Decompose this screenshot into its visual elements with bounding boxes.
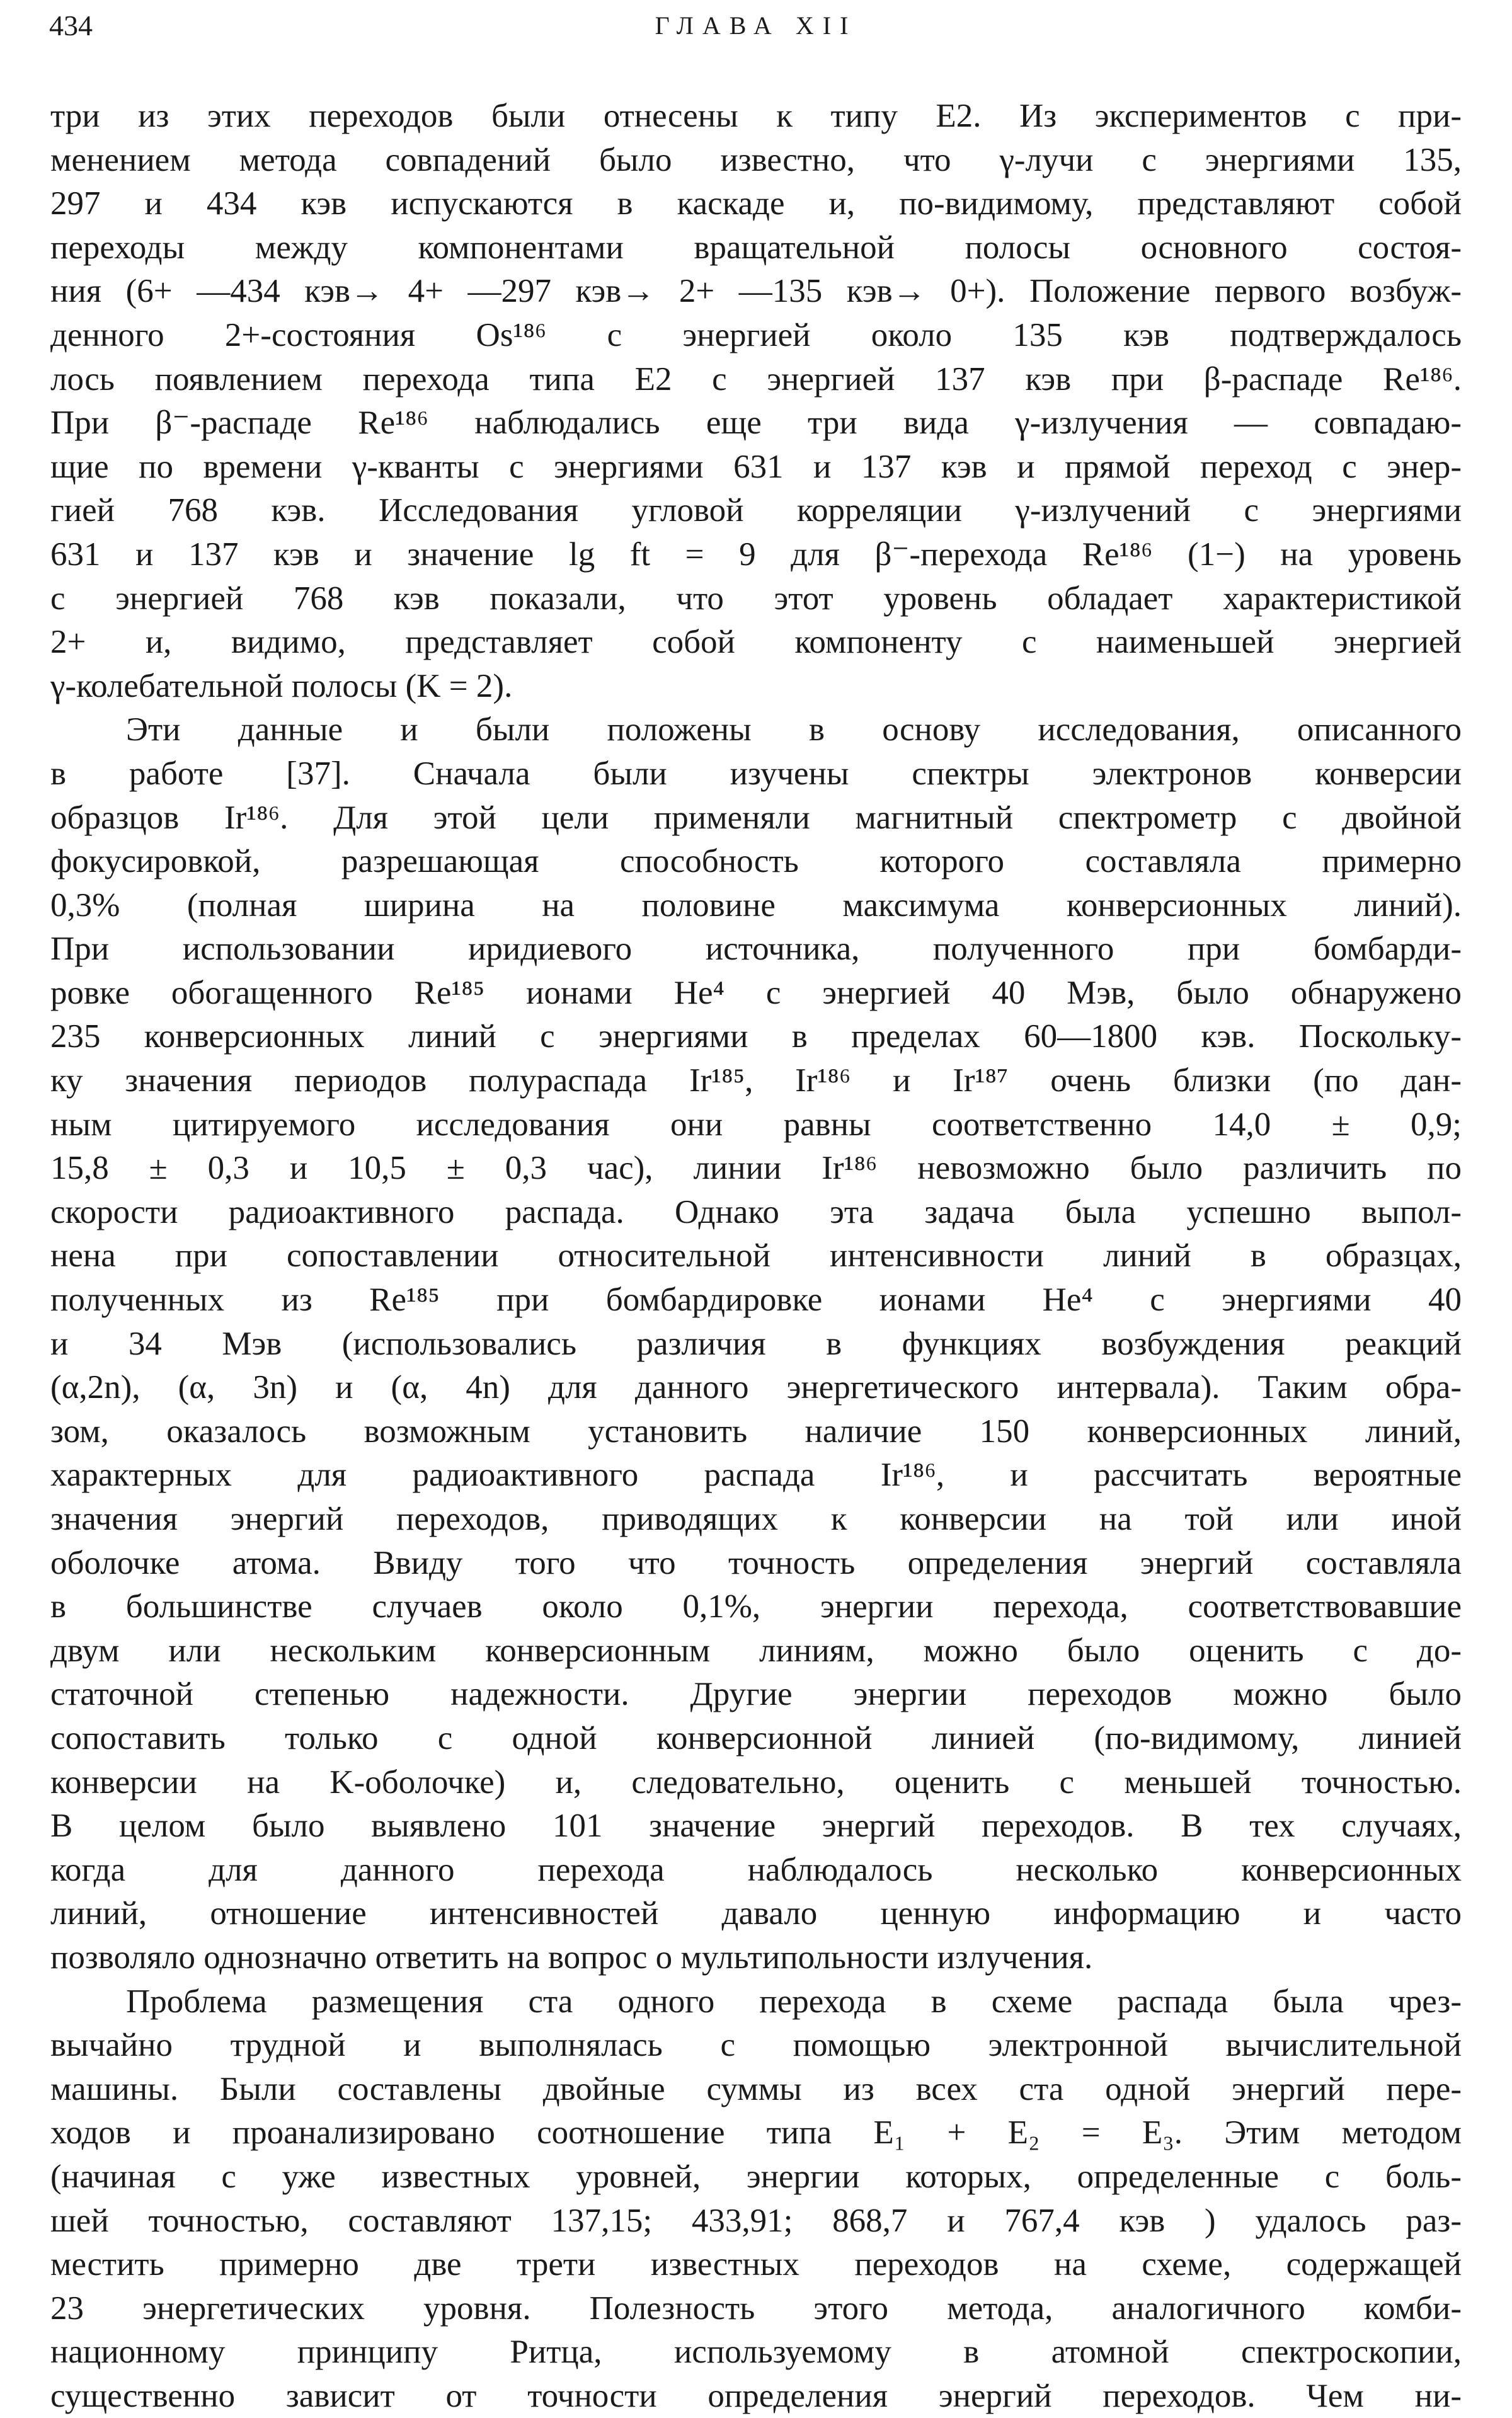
- text-line: 297 и 434 кэв испускаются в каскаде и, по-видимому, представляют собой: [50, 185, 1462, 222]
- text-line: конверсии на K-оболочке) и, следовательно, оценить с меньшей точностью.: [50, 1763, 1462, 1801]
- paragraph-start-line: Эти данные и были положены в основу исследования, описанного: [126, 711, 1462, 748]
- text-line: позволяло однозначно ответить на вопрос о мультипольности излучения.: [50, 1939, 1093, 1976]
- text-line: полученных из Re¹⁸⁵ при бомбардировке ионами He⁴ с энергиями 40: [50, 1281, 1462, 1319]
- text-line: когда для данного перехода наблюдалось несколько конверсионных: [50, 1851, 1462, 1888]
- text-line: При использовании иридиевого источника, полученного при бомбарди-: [50, 931, 1462, 968]
- text-line: 631 и 137 кэв и значение lg ft = 9 для β⁻-перехода Re¹⁸⁶ (1−) на уровень: [50, 536, 1462, 573]
- text-line: машины. Были составлены двойные суммы из всех ста одной энергий пере-: [50, 2070, 1462, 2107]
- body-text: [50, 95, 1462, 2418]
- text-line: и 34 Мэв (использовались различия в функциях возбуждения реакций: [50, 1325, 1462, 1362]
- text-line: характерных для радиоактивного распада Ir¹⁸⁶, и рассчитать вероятные: [50, 1457, 1462, 1494]
- text-line: 2+ и, видимо, представляет собой компоненту с наименьшей энергией: [50, 624, 1462, 661]
- text-line: 235 конверсионных линий с энергиями в пределах 60—1800 кэв. Поскольку-: [50, 1018, 1462, 1055]
- text-line: с энергией 768 кэв показали, что этот уровень обладает характеристикой: [50, 580, 1462, 617]
- text-line: значения энергий переходов, приводящих к конверсии на той или иной: [50, 1501, 1462, 1537]
- text-line: сопоставить только с одной конверсионной линией (по-видимому, линией: [50, 1719, 1462, 1756]
- text-line: статочной степенью надежности. Другие энергии переходов можно было: [50, 1676, 1462, 1713]
- text-line: нена при сопоставлении относительной интенсивности линий в образцах,: [50, 1237, 1462, 1275]
- text-line: менением метода совпадений было известно, что γ-лучи с энергиями 135,: [50, 141, 1462, 178]
- text-line: существенно зависит от точности определения энергий переходов. Чем ни-: [50, 2377, 1462, 2414]
- chapter-title: ГЛАВА XII: [655, 11, 857, 40]
- text-line: В целом было выявлено 101 значение энергий переходов. В тех случаях,: [50, 1808, 1462, 1845]
- text-line: ходов и проанализировано соотношение типа E₁ + E₂ = E₃. Этим методом: [50, 2114, 1462, 2152]
- text-line: образцов Ir¹⁸⁶. Для этой цели применяли магнитный спектрометр с двойной: [50, 799, 1462, 836]
- text-line: денного 2+-состояния Os¹⁸⁶ с энергией около 135 кэв подтверждалось: [50, 316, 1462, 353]
- text-line: двум или нескольким конверсионным линиям, можно было оценить с до-: [50, 1632, 1462, 1669]
- text-line: γ-колебательной полосы (K = 2).: [50, 667, 513, 704]
- text-line: ным цитируемого исследования они равны соответственно 14,0 ± 0,9;: [50, 1106, 1462, 1143]
- text-line: три из этих переходов были отнесены к типу E2. Из экспериментов с при-: [50, 98, 1462, 134]
- paragraph-start-line: Проблема размещения ста одного перехода в схеме распада была чрез-: [126, 1983, 1462, 2020]
- running-head: [49, 4, 1463, 48]
- text-line: 15,8 ± 0,3 и 10,5 ± 0,3 час), линии Ir¹⁸⁶ невозможно было различить по: [50, 1150, 1462, 1187]
- text-line: зом, оказалось возможным установить наличие 150 конверсионных линий,: [50, 1412, 1462, 1450]
- text-line: лось появлением перехода типа E2 с энергией 137 кэв при β-распаде Re¹⁸⁶.: [50, 360, 1462, 398]
- text-line: переходы между компонентами вращательной полосы основного состоя-: [50, 229, 1462, 266]
- text-line: 23 энергетических уровня. Полезность этого метода, аналогичного комби-: [50, 2289, 1462, 2327]
- text-line: ния (6+ —434 кэв→ 4+ —297 кэв→ 2+ —135 кэв→ 0+). Положение первого возбуж-: [50, 273, 1462, 310]
- text-line: местить примерно две трети известных переходов на схеме, содержащей: [50, 2246, 1462, 2283]
- page-number: 434: [49, 9, 93, 42]
- text-line: 0,3% (полная ширина на половине максимума конверсионных линий).: [50, 886, 1462, 924]
- text-line: вычайно трудной и выполнялась с помощью электронной вычислительной: [50, 2027, 1462, 2064]
- text-line: скорости радиоактивного распада. Однако эта задача была успешно выпол-: [50, 1193, 1462, 1230]
- text-line: национному принципу Ритца, используемому в атомной спектроскопии,: [50, 2334, 1462, 2371]
- text-line: линий, отношение интенсивностей давало ценную информацию и часто: [50, 1895, 1462, 1932]
- text-line: в большинстве случаев около 0,1%, энергии перехода, соответствовавшие: [50, 1588, 1462, 1625]
- text-line: (начиная с уже известных уровней, энергии которых, определенные с боль-: [50, 2158, 1462, 2195]
- text-line: (α,2n), (α, 3n) и (α, 4n) для данного энергетического интервала). Таким обра-: [50, 1369, 1462, 1406]
- text-line: щие по времени γ-кванты с энергиями 631 и 137 кэв и прямой переход с энер-: [50, 448, 1462, 485]
- text-line: ровке обогащенного Re¹⁸⁵ ионами He⁴ с энергией 40 Мэв, было обнаружено: [50, 974, 1462, 1011]
- text-line: в работе [37]. Сначала были изучены спектры электронов конверсии: [50, 755, 1462, 792]
- text-line: оболочке атома. Ввиду того что точность определения энергий составляла: [50, 1544, 1462, 1581]
- text-line: При β⁻-распаде Re¹⁸⁶ наблюдались еще три вида γ-излучения — совпадаю-: [50, 404, 1462, 442]
- text-line: гией 768 кэв. Исследования угловой корреляции γ-излучений с энергиями: [50, 492, 1462, 529]
- text-line: фокусировкой, разрешающая способность которого составляла примерно: [50, 843, 1462, 880]
- text-line: ку значения периодов полураспада Ir¹⁸⁵, Ir¹⁸⁶ и Ir¹⁸⁷ очень близки (по дан-: [50, 1062, 1462, 1099]
- text-line: шей точностью, составляют 137,15; 433,91; 868,7 и 767,4 кэв ) удалось раз-: [50, 2202, 1462, 2239]
